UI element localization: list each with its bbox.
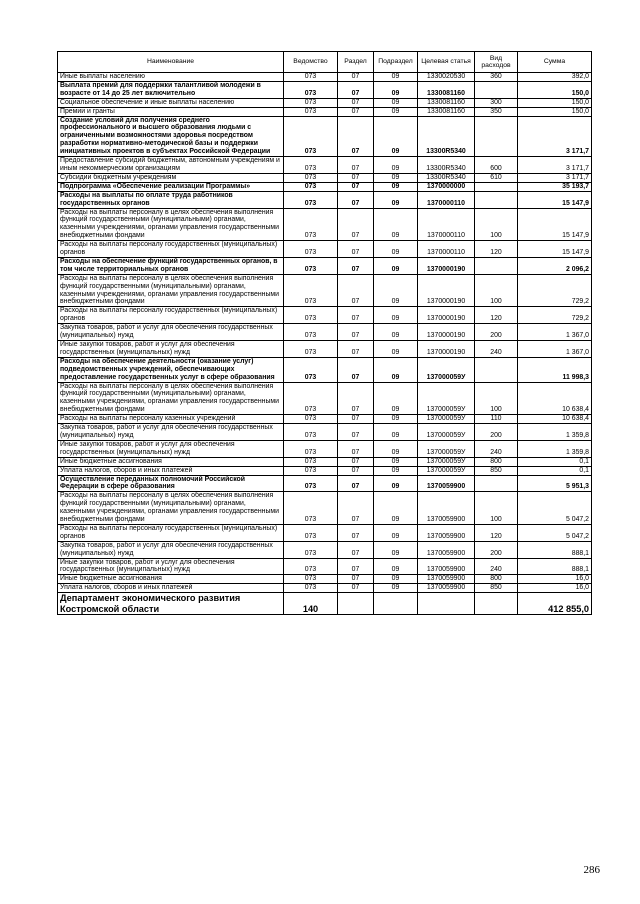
cell-section: 07 [338,324,374,341]
cell-name: Предоставление субсидий бюджетным, автономным учреждениям и иным некоммерческим организациям [58,157,284,174]
cell-name: Иные бюджетные ассигнования [58,575,284,584]
cell-expense-type: 200 [475,424,518,441]
cell-target-article: 137000059У [418,457,475,466]
header-department: Ведомство [284,52,338,73]
cell-expense-type: 850 [475,466,518,475]
cell-amount: 888,1 [518,558,592,575]
cell-target-article: 137000059У [418,415,475,424]
cell-expense-type [475,257,518,274]
table-row [58,341,592,358]
cell-name: Закупка товаров, работ и услуг для обеспечения государственных (муниципальных) нужд [58,541,284,558]
cell-name: Департамент экономического развития Костромской области [58,593,284,615]
cell-amount: 1 367,0 [518,324,592,341]
cell-name: Иные закупки товаров, работ и услуг для обеспечения государственных (муниципальных) нужд [58,440,284,457]
table-row [58,424,592,441]
table-row [58,357,592,382]
cell-section: 07 [338,81,374,98]
cell-name: Осуществление переданных полномочий Российской Федерации в сфере образования [58,475,284,492]
cell-expense-type: 240 [475,440,518,457]
cell-amount: 3 171,7 [518,173,592,182]
cell-expense-type [475,475,518,492]
cell-department: 073 [284,173,338,182]
cell-amount: 1 359,8 [518,440,592,457]
cell-expense-type [475,357,518,382]
cell-department: 073 [284,341,338,358]
table-row [58,116,592,157]
cell-department: 073 [284,440,338,457]
cell-name: Расходы на выплаты персоналу государственных (муниципальных) органов [58,241,284,258]
table-row [58,593,592,615]
cell-department: 073 [284,208,338,241]
cell-amount: 5 047,2 [518,492,592,525]
cell-amount: 150,0 [518,107,592,116]
cell-target-article: 1370059900 [418,584,475,593]
cell-amount: 2 096,2 [518,257,592,274]
cell-amount: 729,2 [518,274,592,307]
table-body [58,73,592,615]
cell-amount: 412 855,0 [518,593,592,615]
header-section: Раздел [338,52,374,73]
cell-subsection: 09 [374,558,418,575]
cell-name: Иные бюджетные ассигнования [58,457,284,466]
cell-subsection: 09 [374,182,418,191]
cell-department: 073 [284,558,338,575]
cell-expense-type: 800 [475,457,518,466]
cell-amount: 3 171,7 [518,116,592,157]
cell-name: Расходы на обеспечение функций государственных органов, в том числе территориальных органов [58,257,284,274]
cell-target-article: 137000059У [418,466,475,475]
table-row [58,73,592,82]
cell-expense-type: 100 [475,492,518,525]
cell-target-article: 13300R5340 [418,173,475,182]
cell-expense-type: 610 [475,173,518,182]
cell-department: 073 [284,324,338,341]
cell-section: 07 [338,208,374,241]
cell-section: 07 [338,558,374,575]
table-row [58,182,592,191]
cell-section: 07 [338,274,374,307]
cell-section: 07 [338,584,374,593]
table-row [58,107,592,116]
table-row [58,475,592,492]
cell-target-article: 13300R5340 [418,157,475,174]
cell-amount: 0,1 [518,457,592,466]
cell-target-article: 1370059900 [418,475,475,492]
cell-name: Подпрограмма «Обеспечение реализации Программы» [58,182,284,191]
cell-target-article: 1330081160 [418,98,475,107]
cell-department: 073 [284,98,338,107]
cell-expense-type: 100 [475,208,518,241]
cell-section: 07 [338,475,374,492]
cell-expense-type [475,182,518,191]
cell-target-article: 1370059900 [418,558,475,575]
cell-name: Уплата налогов, сборов и иных платежей [58,466,284,475]
cell-section [338,593,374,615]
table-row [58,457,592,466]
cell-target-article: 137000059У [418,382,475,415]
cell-subsection: 09 [374,73,418,82]
table-row [58,524,592,541]
cell-section: 07 [338,191,374,208]
cell-expense-type: 120 [475,524,518,541]
cell-department: 073 [284,257,338,274]
cell-name: Выплата премий для поддержки талантливой молодежи в возрасте от 14 до 25 лет включительно [58,81,284,98]
cell-name: Социальное обеспечение и иные выплаты населению [58,98,284,107]
cell-expense-type: 100 [475,274,518,307]
cell-target-article: 1370000190 [418,257,475,274]
table-row [58,173,592,182]
cell-amount: 1 359,8 [518,424,592,441]
cell-amount: 3 171,7 [518,157,592,174]
table-row [58,98,592,107]
cell-section: 07 [338,73,374,82]
cell-section: 07 [338,382,374,415]
cell-target-article: 1330020530 [418,73,475,82]
cell-section: 07 [338,307,374,324]
cell-amount: 10 638,4 [518,415,592,424]
cell-amount: 150,0 [518,98,592,107]
cell-subsection: 09 [374,357,418,382]
cell-expense-type [475,81,518,98]
header-expense-type: Вид расходов [475,52,518,73]
cell-section: 07 [338,173,374,182]
cell-department: 073 [284,541,338,558]
cell-target-article: 1370000190 [418,324,475,341]
cell-name: Иные закупки товаров, работ и услуг для обеспечения государственных (муниципальных) нужд [58,558,284,575]
cell-expense-type [475,593,518,615]
header-target-article: Целевая статья [418,52,475,73]
cell-department: 073 [284,157,338,174]
cell-expense-type: 360 [475,73,518,82]
cell-amount: 729,2 [518,307,592,324]
cell-section: 07 [338,575,374,584]
cell-target-article: 1370000110 [418,208,475,241]
cell-name: Расходы на выплаты персоналу государственных (муниципальных) органов [58,307,284,324]
cell-subsection: 09 [374,524,418,541]
cell-expense-type: 200 [475,324,518,341]
cell-department: 073 [284,457,338,466]
cell-name: Расходы на выплаты персоналу в целях обеспечения выполнения функций государственными (муниципальными) органами, казенными учреждениями, органами управления государственными внебюджетными фондами [58,274,284,307]
cell-amount: 16,0 [518,575,592,584]
cell-subsection: 09 [374,415,418,424]
cell-expense-type: 800 [475,575,518,584]
cell-section: 07 [338,466,374,475]
table-row [58,274,592,307]
cell-expense-type: 100 [475,382,518,415]
header-subsection: Подраздел [374,52,418,73]
cell-subsection: 09 [374,584,418,593]
cell-section: 07 [338,157,374,174]
cell-name: Расходы на выплаты персоналу в целях обеспечения выполнения функций государственными (муниципальными) органами, казенными учреждениями, органами управления государственными внебюджетными фондами [58,492,284,525]
cell-department: 073 [284,81,338,98]
table-row [58,575,592,584]
cell-section: 07 [338,424,374,441]
cell-subsection: 09 [374,81,418,98]
cell-amount: 10 638,4 [518,382,592,415]
header-amount: Сумма [518,52,592,73]
cell-expense-type: 120 [475,307,518,324]
cell-amount: 888,1 [518,541,592,558]
cell-target-article: 1370000110 [418,191,475,208]
budget-table [57,51,592,615]
cell-target-article: 1370059900 [418,524,475,541]
cell-section: 07 [338,492,374,525]
table-row [58,541,592,558]
cell-name: Расходы на выплаты персоналу в целях обеспечения выполнения функций государственными (муниципальными) органами, казенными учреждениями, органами управления государственными внебюджетными фондами [58,382,284,415]
table-row [58,492,592,525]
document-page [57,51,591,615]
table-row [58,81,592,98]
cell-amount: 35 193,7 [518,182,592,191]
cell-section: 07 [338,357,374,382]
cell-subsection: 09 [374,307,418,324]
cell-subsection: 09 [374,241,418,258]
cell-subsection: 09 [374,157,418,174]
cell-department: 073 [284,424,338,441]
cell-amount: 15 147,9 [518,208,592,241]
table-row [58,584,592,593]
page-number: 286 [583,864,600,876]
cell-target-article: 1370059900 [418,541,475,558]
cell-name: Расходы на выплаты персоналу в целях обеспечения выполнения функций государственными (муниципальными) органами, казенными учреждениями, органами управления государственными внебюджетными фондами [58,208,284,241]
cell-section: 07 [338,98,374,107]
cell-section: 07 [338,107,374,116]
cell-target-article: 137000059У [418,424,475,441]
cell-amount: 11 998,3 [518,357,592,382]
cell-subsection: 09 [374,440,418,457]
table-row [58,440,592,457]
cell-section: 07 [338,541,374,558]
cell-amount: 15 147,9 [518,191,592,208]
cell-department: 073 [284,191,338,208]
cell-expense-type: 240 [475,341,518,358]
table-row [58,466,592,475]
cell-department: 073 [284,415,338,424]
table-row [58,208,592,241]
cell-section: 07 [338,440,374,457]
cell-department: 073 [284,492,338,525]
cell-department: 073 [284,107,338,116]
table-row [58,257,592,274]
cell-target-article [418,593,475,615]
cell-target-article: 1370000190 [418,274,475,307]
cell-department: 073 [284,524,338,541]
cell-subsection: 09 [374,541,418,558]
cell-department: 073 [284,575,338,584]
cell-subsection: 09 [374,274,418,307]
cell-department: 073 [284,584,338,593]
cell-target-article: 1370059900 [418,575,475,584]
cell-section: 07 [338,341,374,358]
cell-amount: 16,0 [518,584,592,593]
cell-subsection: 09 [374,107,418,116]
cell-target-article: 1370000110 [418,241,475,258]
cell-section: 07 [338,241,374,258]
cell-name: Премии и гранты [58,107,284,116]
cell-target-article: 13300R5340 [418,116,475,157]
cell-department: 073 [284,357,338,382]
cell-amount: 1 367,0 [518,341,592,358]
cell-subsection: 09 [374,492,418,525]
cell-name: Расходы на выплаты персоналу казенных учреждений [58,415,284,424]
cell-subsection: 09 [374,257,418,274]
cell-subsection: 09 [374,475,418,492]
table-row [58,415,592,424]
cell-section: 07 [338,415,374,424]
table-row [58,191,592,208]
cell-subsection: 09 [374,382,418,415]
cell-expense-type: 110 [475,415,518,424]
cell-amount: 5 047,2 [518,524,592,541]
cell-department: 073 [284,307,338,324]
cell-department: 073 [284,116,338,157]
cell-subsection: 09 [374,457,418,466]
cell-expense-type: 600 [475,157,518,174]
cell-expense-type [475,116,518,157]
cell-amount: 150,0 [518,81,592,98]
cell-subsection: 09 [374,98,418,107]
cell-department: 073 [284,274,338,307]
cell-section: 07 [338,182,374,191]
cell-expense-type: 200 [475,541,518,558]
cell-expense-type: 300 [475,98,518,107]
cell-subsection: 09 [374,191,418,208]
cell-name: Расходы на обеспечение деятельности (оказание услуг) подведомственных учреждений, обеспечивающих предоставление государственных услуг в сфере образования [58,357,284,382]
cell-target-article: 1370000000 [418,182,475,191]
cell-department: 073 [284,475,338,492]
cell-section: 07 [338,524,374,541]
cell-name: Расходы на выплаты по оплате труда работников государственных органов [58,191,284,208]
cell-department: 073 [284,73,338,82]
cell-name: Создание условий для получения среднего профессионального и высшего образования людьми с ограниченными возможностями здоровья посредством разработки нормативно-методической базы и поддержки инициативных проектов в субъектах Российской Федерации [58,116,284,157]
cell-amount: 15 147,9 [518,241,592,258]
cell-target-article: 137000059У [418,440,475,457]
table-row [58,382,592,415]
cell-amount: 5 951,3 [518,475,592,492]
cell-amount: 392,0 [518,73,592,82]
cell-subsection: 09 [374,341,418,358]
header-name: Наименование [58,52,284,73]
cell-target-article: 1330081160 [418,107,475,116]
cell-department: 073 [284,466,338,475]
cell-section: 07 [338,457,374,466]
cell-section: 07 [338,116,374,157]
cell-name: Закупка товаров, работ и услуг для обеспечения государственных (муниципальных) нужд [58,324,284,341]
table-row [58,558,592,575]
cell-name: Субсидии бюджетным учреждениям [58,173,284,182]
cell-subsection: 09 [374,424,418,441]
table-header-row [58,52,592,73]
cell-name: Расходы на выплаты персоналу государственных (муниципальных) органов [58,524,284,541]
cell-target-article: 1370000190 [418,307,475,324]
cell-name: Иные закупки товаров, работ и услуг для обеспечения государственных (муниципальных) нужд [58,341,284,358]
cell-expense-type [475,191,518,208]
cell-target-article: 137000059У [418,357,475,382]
cell-subsection: 09 [374,208,418,241]
cell-expense-type: 350 [475,107,518,116]
table-row [58,157,592,174]
cell-section: 07 [338,257,374,274]
cell-subsection: 09 [374,575,418,584]
cell-target-article: 1330081160 [418,81,475,98]
cell-amount: 0,1 [518,466,592,475]
table-row [58,324,592,341]
cell-target-article: 1370059900 [418,492,475,525]
cell-subsection: 09 [374,116,418,157]
cell-subsection: 09 [374,324,418,341]
table-row [58,307,592,324]
cell-subsection [374,593,418,615]
cell-target-article: 1370000190 [418,341,475,358]
cell-department: 073 [284,382,338,415]
cell-expense-type: 120 [475,241,518,258]
cell-subsection: 09 [374,173,418,182]
cell-subsection: 09 [374,466,418,475]
cell-department: 073 [284,241,338,258]
cell-name: Уплата налогов, сборов и иных платежей [58,584,284,593]
cell-name: Иные выплаты населению [58,73,284,82]
table-row [58,241,592,258]
cell-name: Закупка товаров, работ и услуг для обеспечения государственных (муниципальных) нужд [58,424,284,441]
cell-expense-type: 850 [475,584,518,593]
cell-department: 140 [284,593,338,615]
cell-expense-type: 240 [475,558,518,575]
cell-department: 073 [284,182,338,191]
